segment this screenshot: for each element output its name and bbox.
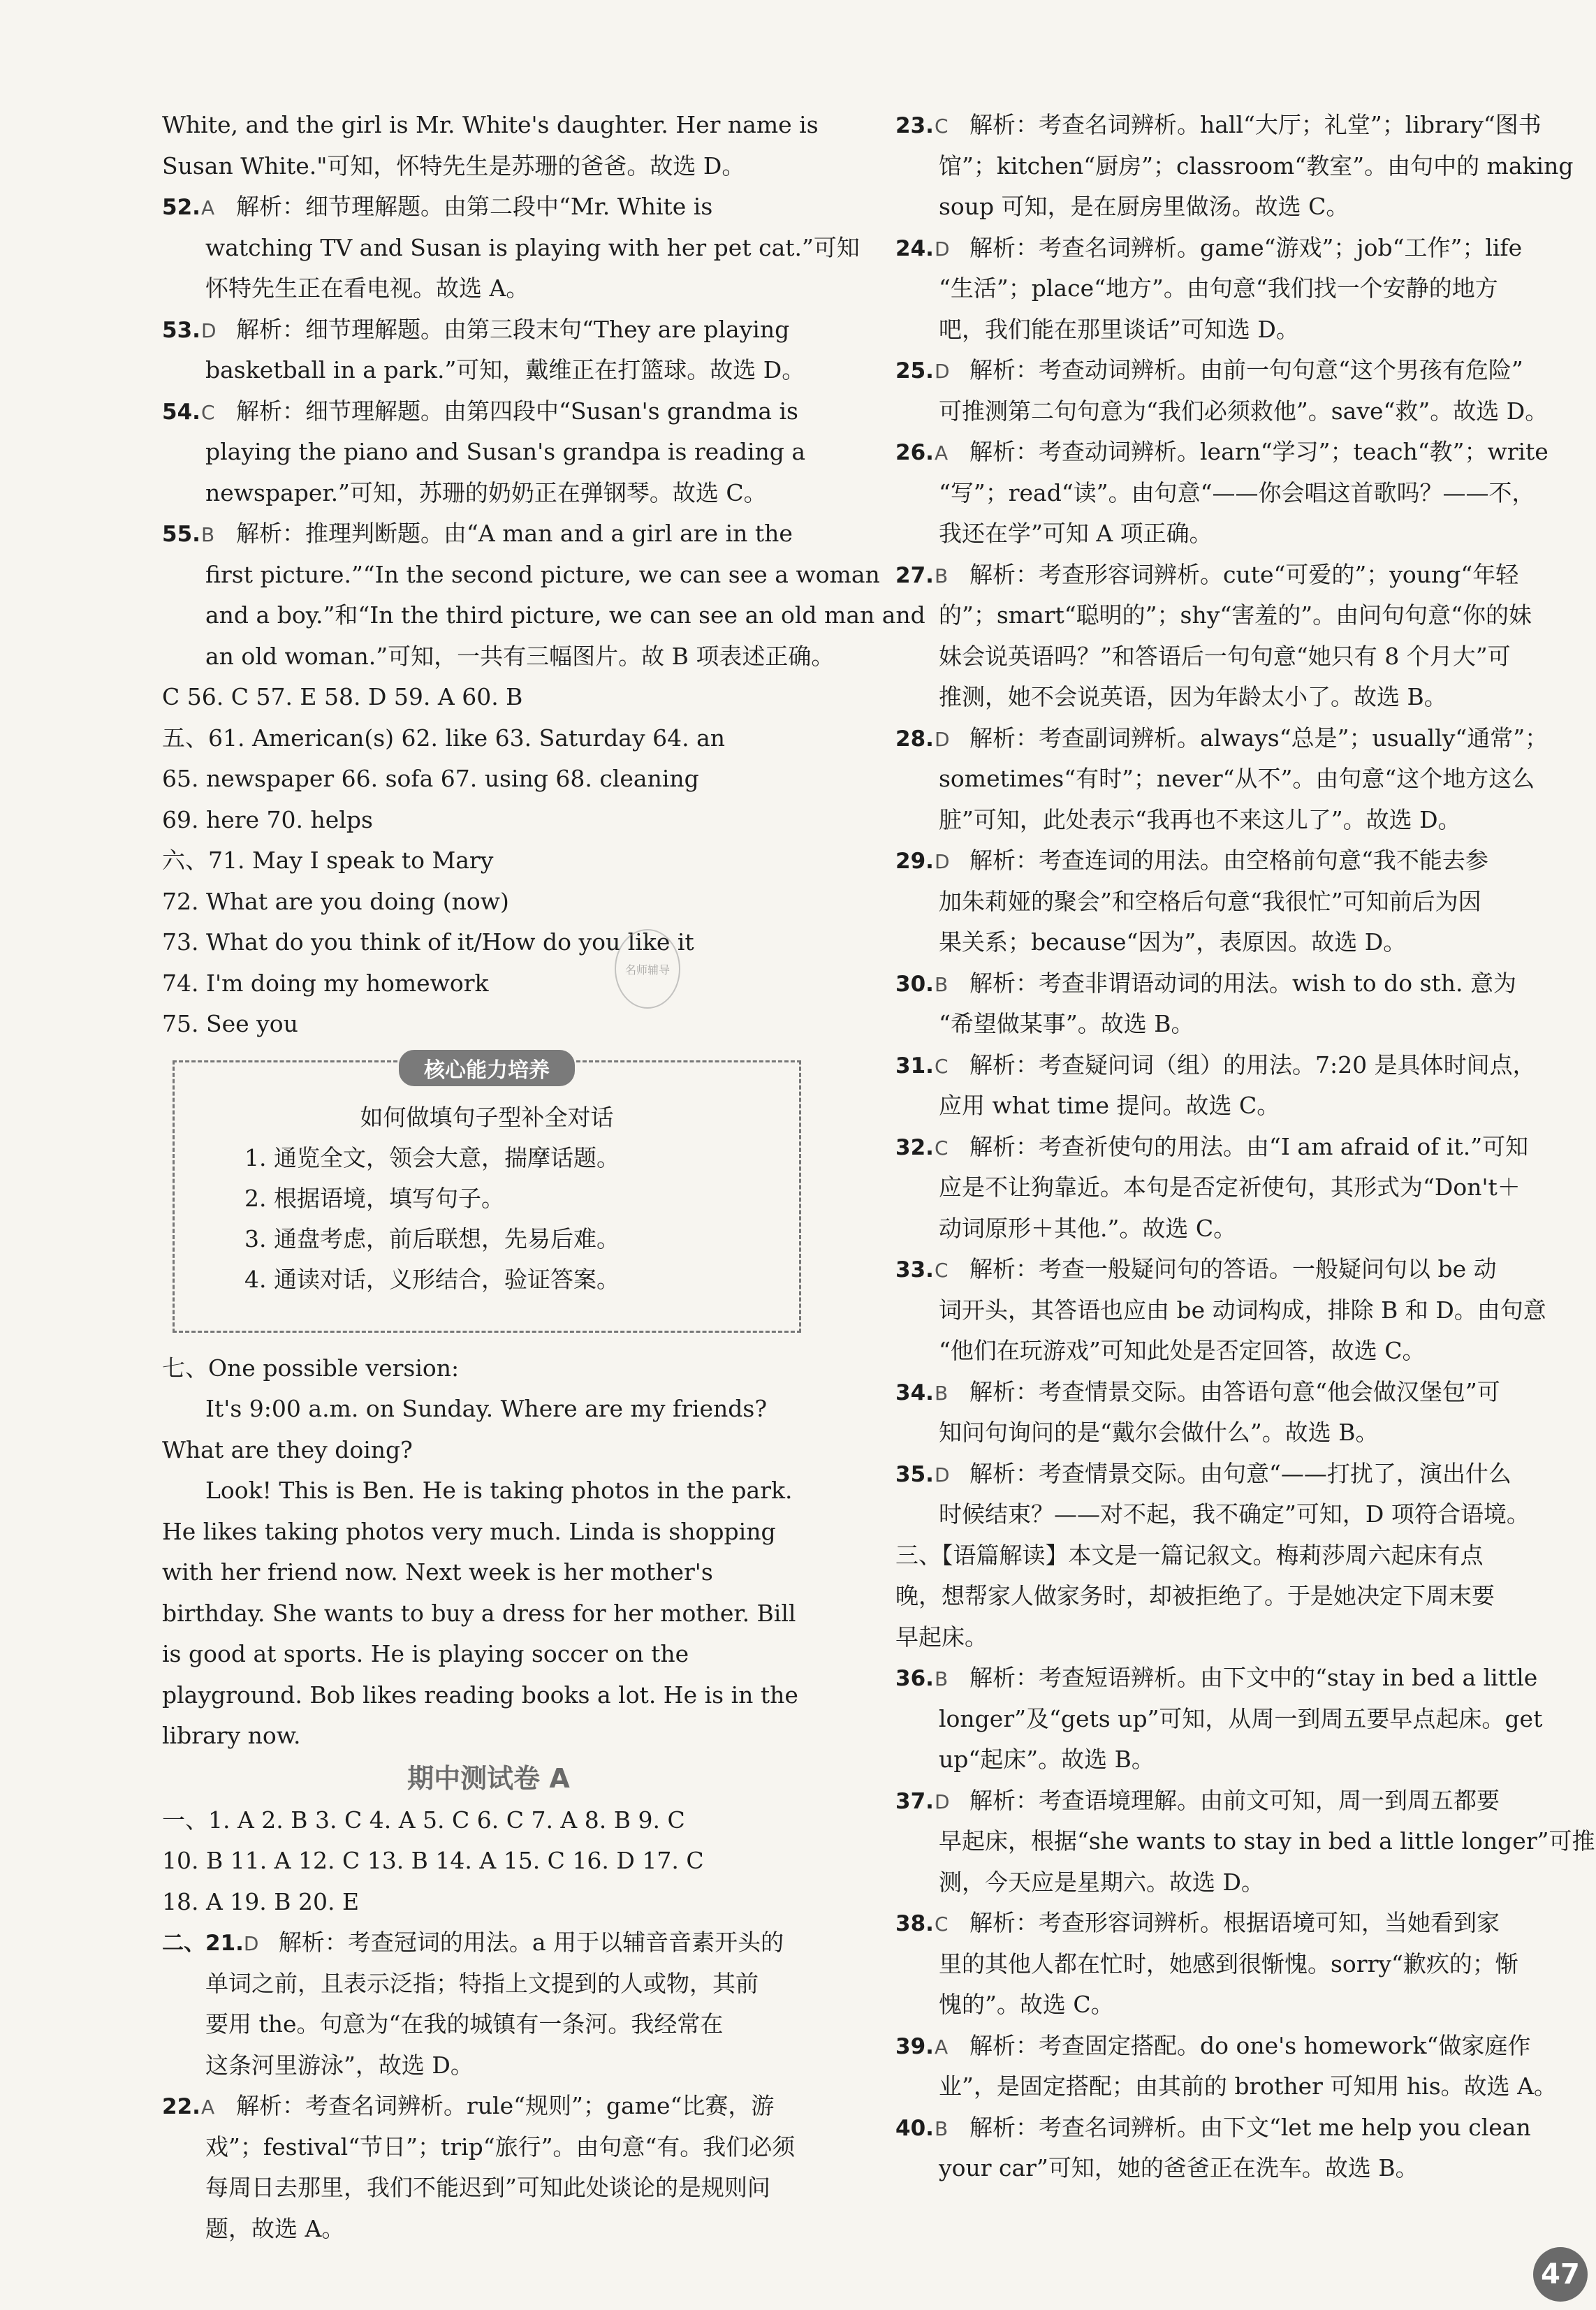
text-line: 解析：考查形容词辨析。cute“可爱的”；young“年轻	[969, 560, 1519, 588]
answer-letter: C	[935, 1259, 949, 1282]
question-number: 28.	[895, 726, 934, 752]
text-line: 怀特先生正在看电视。故选 A。	[205, 275, 529, 302]
right-column	[895, 105, 1595, 2189]
text-line: 解析：考查动词辨析。learn“学习”；teach“教”；write	[969, 438, 1549, 465]
text-line: 解析：考查语境理解。由前文可知，周一到周五都要	[969, 1786, 1500, 1814]
answer-22	[162, 2086, 815, 2249]
text-line: 解析：考查连词的用法。由空格前句意“我不能去参	[969, 847, 1488, 874]
answer-25	[895, 350, 1549, 432]
question-number: 27.	[895, 562, 934, 588]
question-number: 33.	[895, 1257, 934, 1282]
answer-letter: D	[935, 850, 950, 873]
text-line: 里的其他人都在忙时，她感到很惭愧。sorry“歉疚的；惭	[939, 1950, 1518, 1978]
answer-letter: D	[935, 360, 950, 383]
question-number: 34.	[895, 1380, 934, 1405]
question-number: 54.	[162, 399, 200, 425]
question-number: 26.	[895, 440, 934, 465]
text-line: 解析：考查短语辨析。由下文中的“stay in bed a little	[969, 1664, 1538, 1691]
text-line: watching TV and Susan is playing with her pet cat.”可知	[205, 233, 860, 261]
answers-10-17: 10. B 11. A 12. C 13. B 14. A 15. C 16. D 17. C	[162, 1847, 704, 1874]
text-line: 解析：考查副词辨析。always“总是”；usually“通常”；	[969, 724, 1549, 752]
answer-30	[895, 963, 1549, 1045]
text-line: 解析：考查固定搭配。do one's homework“做家庭作	[969, 2031, 1531, 2059]
answer-35	[895, 1454, 1549, 1535]
text-line: 题，故选 A。	[205, 2214, 345, 2242]
text-line: 馆”；kitchen“厨房”；classroom“教室”。由句中的 making	[939, 152, 1574, 180]
text-line: 应用 what time 提问。故选 C。	[939, 1092, 1280, 1119]
answer-24	[895, 228, 1549, 351]
question-number: 24.	[895, 235, 934, 261]
text-line: playing the piano and Susan's grandpa is reading a	[205, 438, 806, 465]
question-number: 25.	[895, 358, 934, 383]
answer-74: 74. I'm doing my homework	[162, 969, 489, 997]
text-line: 解析：细节理解题。由第二段中“Mr. White is	[236, 193, 713, 220]
text-line: 解析：考查名词辨析。game“游戏”；job“工作”；life	[969, 233, 1523, 261]
text-line: 每周日去那里，我们不能迟到”可知此处谈论的是规则问	[205, 2174, 770, 2201]
answer-29	[895, 840, 1549, 963]
question-number: 36.	[895, 1666, 934, 1691]
answer-38	[895, 1903, 1549, 2026]
text-line: 解析：细节理解题。由第四段中“Susan's grandma is	[236, 397, 798, 425]
text-line: 加朱莉娅的聚会”和空格后句意“我很忙”可知前后为因	[939, 887, 1481, 915]
question-number: 二、21.	[162, 1931, 244, 1956]
text-line: Susan White."可知，怀特先生是苏珊的爸爸。故选 D。	[162, 152, 745, 180]
answer-73: 73. What do you think of it/How do you like it	[162, 928, 694, 956]
text-line: 解析：考查动词辨析。由前一句句意“这个男孩有危险”	[969, 356, 1523, 383]
text-line: 早起床，根据“she wants to stay in bed a little longer”可推	[939, 1827, 1595, 1855]
text-line: 三、【语篇解读】本文是一篇记叙文。梅莉莎周六起床有点	[895, 1541, 1484, 1569]
answer-31	[895, 1045, 1549, 1127]
answer-letter: D	[935, 1463, 950, 1486]
text-line: White, and the girl is Mr. White's daughter. Her name is	[162, 111, 819, 138]
text-line: “写”；read“读”。由句意“——你会唱这首歌吗？——不，	[939, 478, 1535, 506]
tips-box	[173, 1060, 801, 1333]
text-line: 解析：考查祈使句的用法。由“I am afraid of it.”可知	[969, 1132, 1529, 1160]
text-line: 解析：考查一般疑问句的答语。一般疑问句以 be 动	[969, 1255, 1497, 1282]
answer-33	[895, 1249, 1549, 1372]
tips-badge: 核心能力培养	[399, 1050, 575, 1086]
reading-intro	[895, 1535, 1549, 1658]
answer-letter: B	[201, 523, 215, 546]
answer-37	[895, 1781, 1595, 1903]
answer-71: 六、71. May I speak to Mary	[162, 847, 494, 874]
section-title: 期中测试卷 A	[407, 1762, 570, 1794]
answer-72: 72. What are you doing (now)	[162, 887, 509, 915]
page-number: 47	[1533, 2247, 1588, 2302]
answers-56-60: C 56. C 57. E 58. D 59. A 60. B	[162, 683, 523, 710]
answer-letter: C	[935, 1136, 949, 1160]
answer-letter: B	[935, 1667, 949, 1690]
question-number: 55.	[162, 522, 200, 547]
answer-letter: C	[201, 400, 215, 424]
text-line: an old woman.”可知，一共有三幅图片。故 B 项表述正确。	[205, 642, 835, 670]
text-line: sometimes“有时”；never“从不”。由句意“这个地方这么	[939, 765, 1535, 792]
answer-letter: D	[243, 1932, 259, 1955]
writing-paragraph: Look! This is Ben. He is taking photos in the park. He likes taking photos very much. Linda is shopping with her friend now. Next week is her mother's birthday. She wants to buy a dress for her mother. Bill is good at sports. He is playing soccer on the playground. Bob likes reading books a lot. He is in the library now.	[162, 1477, 798, 1749]
text-line: first picture.”“In the second picture, we can see a woman	[205, 560, 880, 588]
tips-item: 1. 通览全文，领会大意，揣摩话题。	[244, 1143, 620, 1171]
answers-23-35	[895, 105, 1574, 1535]
text-line: 的”；smart“聪明的”；shy“害羞的”。由问句句意“你的妹	[939, 601, 1532, 629]
answer-52	[162, 187, 860, 309]
text-line: 可推测第二句句意为“我们必须救他”。save“救”。故选 D。	[939, 397, 1549, 425]
answer-26	[895, 432, 1549, 555]
text-line: 果关系；because“因为”，表原因。故选 D。	[939, 928, 1407, 956]
answer-32	[895, 1127, 1549, 1250]
text-line: basketball in a park.”可知，戴维正在打篮球。故选 D。	[205, 356, 805, 383]
text-line: newspaper.”可知，苏珊的奶奶正在弹钢琴。故选 C。	[205, 478, 767, 506]
answer-letter: D	[201, 319, 217, 342]
question-number: 35.	[895, 1461, 934, 1487]
answer-40	[895, 2107, 1549, 2189]
writing-paragraph: It's 9:00 a.m. on Sunday. Where are my friends? What are they doing?	[162, 1395, 768, 1463]
text-line: 早起床。	[895, 1623, 988, 1651]
text-line: 解析：考查名词辨析。由下文“let me help you clean	[969, 2113, 1531, 2141]
question-number: 53.	[162, 317, 200, 343]
question-number: 38.	[895, 1911, 934, 1936]
text-line: 业”，是固定搭配；由其前的 brother 可知用 his。故选 A。	[939, 2073, 1557, 2100]
text-line: and a boy.”和“In the third picture, we can see an old man and	[205, 601, 925, 629]
answer-36	[895, 1658, 1549, 1781]
text-line: 测，今天应是星期六。故选 D。	[939, 1868, 1264, 1896]
text-line: 推测，她不会说英语，因为年龄太小了。故选 B。	[939, 683, 1447, 710]
text-line: 这条河里游泳”，故选 D。	[205, 2051, 474, 2079]
text-line: 知问句询问的是“戴尔会做什么”。故选 B。	[939, 1419, 1379, 1446]
question-number: 39.	[895, 2033, 934, 2059]
text-line: “生活”；place“地方”。由句意“我们找一个安静的地方	[939, 275, 1498, 302]
question-number: 40.	[895, 2115, 934, 2141]
text-line: 解析：细节理解题。由第三段末句“They are playing	[236, 315, 790, 343]
answer-75: 75. See you	[162, 1010, 298, 1037]
answer-34	[895, 1372, 1549, 1454]
text-line: up“起床”。故选 B。	[939, 1746, 1155, 1773]
text-line: 解析：考查非谓语动词的用法。wish to do sth. 意为	[969, 969, 1517, 997]
answers-1-9: 一、1. A 2. B 3. C 4. A 5. C 6. C 7. A 8. B 9. C	[162, 1806, 685, 1834]
text-line: 单词之前，且表示泛指；特指上文提到的人或物，其前	[205, 1969, 759, 1997]
tips-title: 如何做填句子型补全对话	[360, 1103, 614, 1131]
text-line: soup 可知，是在厨房里做汤。故选 C。	[939, 193, 1349, 220]
question-number: 22.	[162, 2094, 200, 2119]
answer-21	[162, 1922, 815, 2086]
answer-27	[895, 555, 1549, 718]
answer-39	[895, 2026, 1557, 2107]
text-line: 妹会说英语吗？”和答语后一句句意“她只有 8 个月大”可	[939, 642, 1511, 670]
answer-28	[895, 718, 1549, 841]
text-line: 动词原形＋其他.”。故选 C。	[939, 1214, 1237, 1242]
text-line: longer”及“gets up”可知，从周一到周五要早点起床。get	[939, 1704, 1543, 1732]
text-line: 解析：考查形容词辨析。根据语境可知，当她看到家	[969, 1909, 1500, 1936]
answer-letter: C	[935, 115, 949, 138]
answers-36-40	[895, 1658, 1595, 2189]
answer-letter: D	[935, 1790, 950, 1813]
text-line: 戏”；festival“节日”；trip“旅行”。由句意“有。我们必须	[205, 2133, 796, 2161]
text-line: 解析：考查冠词的用法。a 用于以辅音音素开头的	[278, 1929, 784, 1956]
text-line: 解析：考查疑问词（组）的用法。7:20 是具体时间点，	[969, 1051, 1536, 1079]
text-line: 要用 the。句意为“在我的城镇有一条河。我经常在	[205, 2010, 724, 2038]
answer-53	[162, 309, 815, 391]
text-line: “希望做某事”。故选 B。	[939, 1010, 1194, 1037]
answer-letter: B	[935, 972, 949, 996]
answers-65-68: 65. newspaper 66. sofa 67. using 68. cleaning	[162, 765, 699, 792]
question-number: 31.	[895, 1053, 934, 1079]
text-line: 解析：推理判断题。由“A man and a girl are in the	[236, 520, 793, 547]
text-line: 解析：考查情景交际。由句意“——打扰了，演出什么	[969, 1459, 1511, 1487]
question-number: 37.	[895, 1788, 934, 1814]
question-number: 23.	[895, 113, 934, 138]
text-line: 应是不让狗靠近。本句是否定祈使句，其形式为“Don't＋	[939, 1174, 1521, 1201]
text-line: 愧的”。故选 C。	[939, 1991, 1114, 2018]
question-number: 52.	[162, 195, 200, 220]
tips-item: 2. 根据语境，填写句子。	[244, 1184, 504, 1212]
text-line: 我还在学”可知 A 项正确。	[939, 520, 1213, 547]
text-line: 词开头，其答语也应由 be 动词构成，排除 B 和 D。由句意	[939, 1296, 1546, 1324]
answer-letter: C	[935, 1054, 949, 1078]
text-line: “他们在玩游戏”可知此处是否定回答，故选 C。	[939, 1337, 1426, 1364]
answer-letter: A	[201, 2096, 215, 2119]
answer-54	[162, 391, 815, 514]
question-number: 30.	[895, 971, 934, 997]
answer-letter: A	[201, 196, 215, 219]
answers-61-64: 五、61. American(s) 62. like 63. Saturday 64. an	[162, 724, 726, 752]
text-line: your car”可知，她的爸爸正在洗车。故选 B。	[939, 2154, 1419, 2181]
text-line: 吧，我们能在那里谈话”可知选 D。	[939, 315, 1299, 343]
answer-letter: C	[935, 1913, 949, 1936]
answer-letter: A	[935, 441, 949, 465]
answers-18-20: 18. A 19. B 20. E	[162, 1887, 360, 1915]
answer-letter: D	[935, 237, 950, 261]
answers-69-70: 69. here 70. helps	[162, 805, 373, 833]
tips-item: 4. 通读对话，义形结合，验证答案。	[244, 1265, 620, 1293]
answer-letter: A	[935, 2035, 949, 2059]
answer-23	[895, 105, 1574, 228]
answer-letter: B	[935, 1381, 949, 1405]
answer-letter: B	[935, 564, 949, 587]
writing-heading: 七、One possible version:	[162, 1354, 460, 1382]
text-line: 时候结束？——对不起，我不确定”可知，D 项符合语境。	[939, 1500, 1530, 1528]
watermark-stamp: 名师辅导	[615, 929, 680, 1009]
answer-letter: B	[935, 2117, 949, 2140]
question-number: 32.	[895, 1134, 934, 1160]
text-line: 解析：考查名词辨析。hall“大厅；礼堂”；library“图书	[969, 111, 1542, 138]
text-line: 脏”可知，此处表示“我再也不来这儿了”。故选 D。	[939, 805, 1461, 833]
text-line: 晚，想帮家人做家务时，却被拒绝了。于是她决定下周末要	[895, 1582, 1495, 1609]
text-line: 解析：考查名词辨析。rule“规则”；game“比赛，游	[236, 2092, 775, 2119]
tips-item: 3. 通盘考虑，前后联想，先易后难。	[244, 1225, 620, 1252]
question-number: 29.	[895, 849, 934, 874]
answer-letter: D	[935, 727, 950, 751]
text-line: 解析：考查情景交际。由答语句意“他会做汉堡包”可	[969, 1377, 1500, 1405]
